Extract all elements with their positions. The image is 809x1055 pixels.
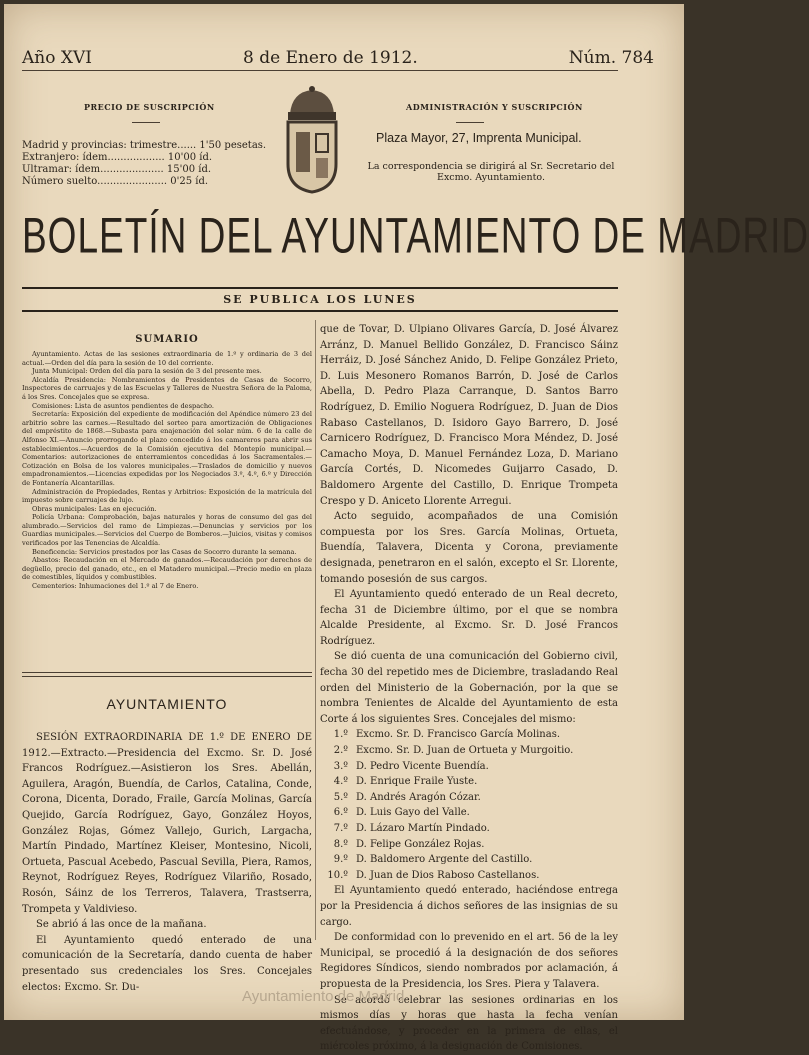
subscription-prices xyxy=(22,140,272,188)
list-item: 4.º D. Enrique Fraile Yuste. xyxy=(333,776,478,788)
sumario-item: Alcaldía Presidencia: Nombramientos de Presidentes de Casas de Socorro, Inspectores de carruajes y de las Escuelas y Talleres de Nuestra Señora de la Paloma, á los Sres. Concejales que se expresa. xyxy=(22,375,312,401)
list-item: 1.º Excmo. Sr. D. Francisco García Molinas. xyxy=(333,729,561,741)
tenientes-list xyxy=(320,727,618,883)
newspaper-page xyxy=(4,4,809,1053)
price-row: Madrid y provincias: trimestre...... 1'50 pesetas. xyxy=(22,140,267,151)
subscription-title: PRECIO DE SUSCRIPCIÓN xyxy=(84,102,215,112)
sumario-item: Policía Urbana: Comprobación, bajas naturales y horas de consumo del gas del alumbrado.—Servicios del ramo de Limpiezas.—Denuncias y servicios por los Guardias municipales.—Servicios del Cuerpo de Bomberos.—Juicios, visitas y comisos verificados por las Tenencias de Alcaldía. xyxy=(22,513,312,548)
footer-watermark: Ayuntamiento de Madrid xyxy=(242,988,405,1005)
list-item: 9.º D. Baldomero Argente del Castillo. xyxy=(333,854,533,866)
sumario-rule xyxy=(22,672,312,673)
sumario-item: Ayuntamiento. Actas de las sesiones extraordinaria de 1.º y ordinaria de 3 del actual.—Orden del día para la sesión de 10 del corriente. xyxy=(22,350,312,367)
sumario-item: Beneficencia: Servicios prestados por las Casas de Socorro durante la semana. xyxy=(32,547,297,556)
list-item: 6.º D. Luis Gayo del Valle. xyxy=(333,807,470,819)
masthead-rule-top xyxy=(22,287,618,289)
masthead-rule-bottom xyxy=(22,310,618,312)
masthead-title: BOLETÍN DEL AYUNTAMIENTO DE MADRID xyxy=(22,208,809,264)
subscription-rule xyxy=(132,122,160,123)
price-row: Ultramar: ídem.................... 15'00 íd. xyxy=(22,164,212,175)
paragraph: De conformidad con lo prevenido en el art. 56 de la ley Municipal, se procedió á la designación de dos señores Regidores Síndicos, siendo nombrados por aclamación, á propuesta de la Presidencia, los Sres. Piera y Talavera. xyxy=(320,932,618,990)
list-item: 10.º D. Juan de Dios Raboso Castellanos. xyxy=(327,869,540,881)
paragraph: Se abrió á las once de la mañana. xyxy=(36,919,207,931)
sumario-item: Administración de Propiedades, Rentas y Arbitrios: Exposición de la matrícula del impuesto sobre carruajes de lujo. xyxy=(22,487,312,505)
list-item: 7.º D. Lázaro Martín Pindado. xyxy=(333,823,490,834)
administration-note: La correspondencia se dirigirá al Sr. Secretario del Excmo. Ayuntamiento. xyxy=(367,161,615,183)
issue-year: Año XVI xyxy=(22,48,92,68)
ayuntamiento-title: AYUNTAMIENTO xyxy=(106,696,228,712)
list-item: 5.º D. Andrés Aragón Cózar. xyxy=(333,791,481,803)
sumario-title: SUMARIO xyxy=(135,334,199,345)
sumario-item: Cementerios: Inhumaciones del 1.º al 7 de Enero. xyxy=(32,582,199,591)
header-rule xyxy=(22,70,618,71)
list-item: 2.º Excmo. Sr. D. Juan de Ortueta y Murgoitio. xyxy=(333,745,574,757)
administration-title: ADMINISTRACIÓN Y SUSCRIPCIÓN xyxy=(406,102,583,112)
paragraph: El Ayuntamiento quedó enterado de un Real decreto, fecha 31 de Diciembre último, por el que se nombra Alcalde Presidente, al Excmo. Sr. D. José Francos Rodríguez. xyxy=(320,589,618,647)
right-column xyxy=(320,322,618,1055)
publication-note: SE PUBLICA LOS LUNES xyxy=(223,293,417,306)
header-line xyxy=(22,48,654,68)
administration-rule xyxy=(456,122,484,123)
paragraph: Se dió cuenta de una comunicación del Gobierno civil, fecha 30 del repetido mes de Diciembre, trasladando Real orden del Ministerio de la Gobernación, por la que se nombra Tenientes de Alcalde del Ayuntamiento de esta Corte á los siguientes Sres. Concejales del mismo: xyxy=(320,651,618,725)
coat-of-arms-icon xyxy=(280,84,344,196)
sumario-item: Junta Municipal: Orden del día para la sesión de 3 del presente mes. xyxy=(32,367,262,376)
issue-date: 8 de Enero de 1912. xyxy=(243,48,418,68)
sumario-item: Comisiones: Lista de asuntos pendientes de despacho. xyxy=(32,401,215,410)
administration-address: Plaza Mayor, 27, Imprenta Municipal. xyxy=(376,131,582,145)
paragraph: SESIÓN EXTRAORDINARIA DE 1.º DE ENERO DE 1912.—Extracto.—Presidencia del Excmo. Sr. D. José Francos Rodríguez.—Asistieron los Sres. Abellán, Aguilera, Aragón, Buendía, de Carlos, Catalina, Conde, Corona, Dicenta, Dorado, Fraile, García Molinas, García Quejido, García Rodríguez, Gayo, González Hoyos, González Rojas, Gómez Vallejo, Gurich, Largacha, Martín Pindado, Martínez Kleiser, Montesino, Nicoli, Ortueta, Pascual Acebedo, Pascual Sevilla, Piera, Ramos, Reynot, Rodríguez Reyes, Rodríguez Vilariño, Rosado, Rosón, Sáinz de los Terreros, Talavera, Trastserra, Trompeta y Valdivieso. xyxy=(22,732,312,915)
ayuntamiento-text xyxy=(22,730,312,995)
price-row: Extranjero: ídem.................. 10'00 íd. xyxy=(22,152,213,163)
sumario-rule-2 xyxy=(22,676,312,677)
paragraph: El Ayuntamiento quedó enterado, haciéndose entrega por la Presidencia á dichos señores de las insignias de su cargo. xyxy=(320,885,618,928)
sumario-list xyxy=(22,350,312,591)
paragraph: Se acordó celebrar las sesiones ordinarias en los mismos días y horas que hasta la fecha venían efectuándose, y proceder en la primera de ellas, el miércoles próximo, á la designación de Comisiones. xyxy=(320,994,618,1053)
paragraph: El Ayuntamiento quedó enterado de una comunicación de la Secretaría, dando cuenta de haber presentado sus credenciales los Sres. Concejales electos: Excmo. Sr. Du- xyxy=(22,934,312,993)
price-row: Número suelto...................... 0'25 íd. xyxy=(22,176,209,187)
list-item: 3.º D. Pedro Vicente Buendía. xyxy=(333,760,489,772)
sumario-item: Obras municipales: Las en ejecución. xyxy=(32,504,157,513)
sumario-item: Abastos: Recaudación en el Mercado de ganados.—Recaudación por derechos de degüello, precio del ganado, etc., en el Matadero municipal.—Precio medio en plaza de comestibles, líquidos y combustibles. xyxy=(22,556,312,582)
sumario-item: Secretaría: Exposición del expediente de modificación del Apéndice número 23 del arbitrio sobre las carnes.—Resultado del sorteo para amortización de Obligaciones del empréstito de 1868.—Subasta para enajenación del solar núm. 6 de la calle de Alfonso XI.—Anuncio prorrogando el plazo concedido á los camareros para abrir sus establecimientos.—Acuerdos de la Comisión ejecutiva del Montepío municipal.—Comentarios: autorizaciones de enterramientos concedidas á los Sacramentales.—Cotización en Bolsa de los valores municipales.—Traslados de domicilio y nuevos empadronamientos.—Licencias expedidas por los Negociados 3.º, 4.º, 6.º y Dirección de Fontanería Alcantarillas. xyxy=(22,410,312,487)
list-item: 8.º D. Felipe González Rojas. xyxy=(333,838,485,850)
column-divider xyxy=(315,320,316,940)
issue-number: Núm. 784 xyxy=(568,48,654,68)
paragraph: que de Tovar, D. Ulpiano Olivares García, D. José Álvarez Arránz, D. Manuel Bellido González, D. Francisco Sáinz Herráiz, D. José Sánchez Anido, D. Felipe González Prieto, D. Luis Mesonero Romanos Barrón, D. José de Carlos Abella, D. Pedro Plaza Carranque, D. Santos Barro Rodríguez, D. Emilio Noguera Rodríguez, D. Juan de Dios Rabaso Castellanos, D. Isidoro Gayo Barrero, D. José Carnicero Rodríguez, D. Francisco Mora Méndez, D. José Camacho Moya, D. Manuel Fernández Loza, D. Mariano García Cortés, D. Nicomedes Guijarro Casado, D. Baldomero Argente del Castillo, D. Enrique Trompeta Crespo y D. Aniceto Llorente Arregui. xyxy=(320,324,618,507)
paragraph: Acto seguido, acompañados de una Comisión compuesta por los Sres. García Molinas, Ortueta, Buendía, Talavera, Dicenta y Corona, previamente designada, penetraron en el salón, excepto el Sr. Llorente, tomando posesión de sus cargos. xyxy=(320,511,618,585)
